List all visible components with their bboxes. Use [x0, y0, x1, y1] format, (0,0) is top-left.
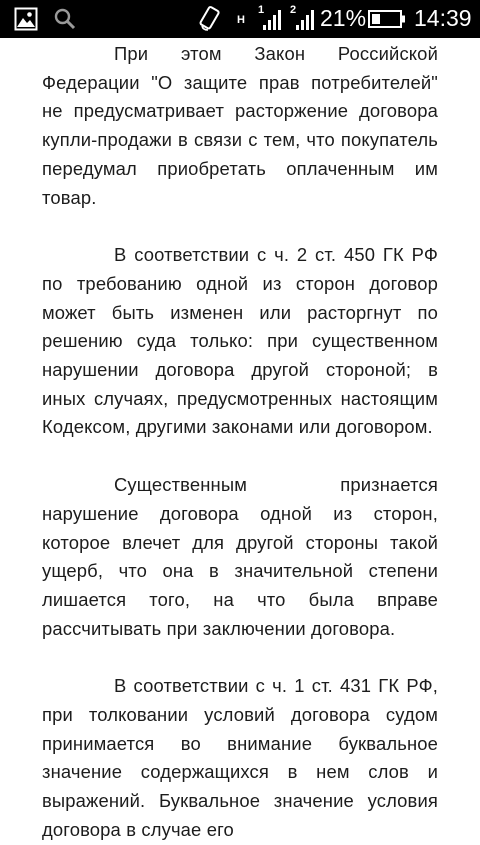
paragraph: При этом Закон Российской Федерации "О защите прав потребителей" не предусматривает расторжение договора купли-продажи в связи с тем, что покупатель передумал приобретать оплаченным им товар. — [42, 43, 438, 208]
signal-icon — [262, 9, 282, 36]
search-icon — [53, 7, 77, 36]
rotate-icon — [200, 6, 222, 37]
paragraph: Существенным признается нарушение договора одной из сторон, которое влечет для другой стороны такой ущерб, что она в значительной степени лишается того, на что была вправе рассчитывать при заключении договора. — [42, 474, 438, 639]
document-viewer[interactable] — [0, 38, 480, 840]
signal-icon-2 — [295, 9, 315, 36]
battery-percent: 21% — [320, 5, 367, 31]
battery-icon — [368, 10, 406, 33]
clock-time: 14:39 — [414, 5, 472, 31]
sim1-label: 1 — [258, 4, 265, 16]
status-bar — [0, 0, 480, 38]
network-type-label: H — [237, 14, 245, 26]
paragraph: В соответствии с ч. 2 ст. 450 ГК РФ по требованию одной из сторон договор может быть изменен или расторгнут по решению суда только: при существенном нарушении договора другой стороной; в иных случаях, предусмотренных настоящим Кодексом, другими законами или договором. — [42, 244, 438, 438]
gallery-icon — [14, 7, 38, 36]
sim2-label: 2 — [290, 4, 297, 16]
paragraph: В соответствии с ч. 1 ст. 431 ГК РФ, при толковании условий договора судом принимается во внимание буквальное значение содержащихся в нем слов и выражений. Буквальное значение условия договора в случае его — [42, 675, 438, 840]
